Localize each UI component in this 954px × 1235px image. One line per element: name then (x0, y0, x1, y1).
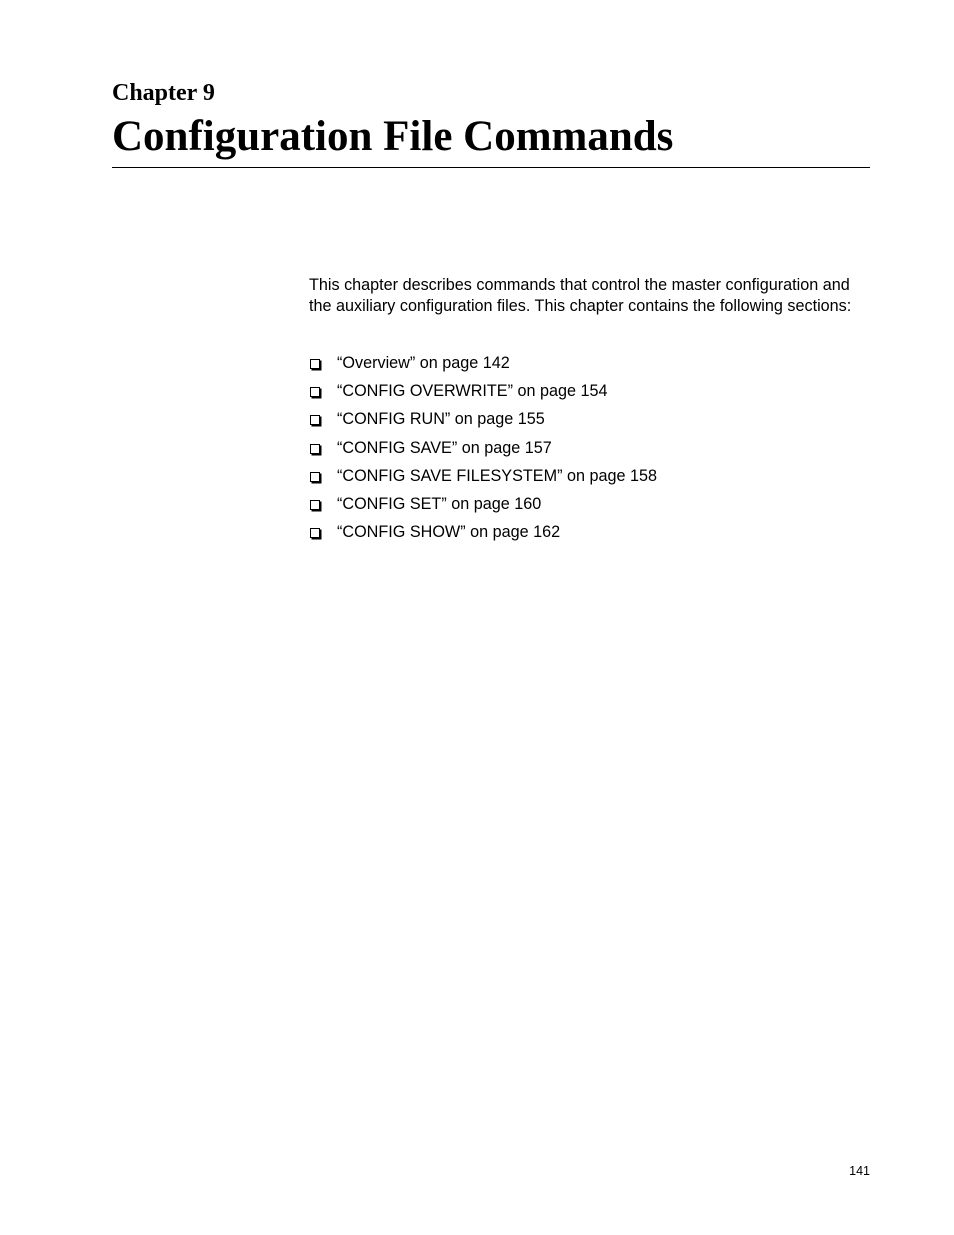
page-number: 141 (849, 1164, 870, 1178)
chapter-title: Configuration File Commands (112, 113, 674, 160)
section-link[interactable]: “CONFIG OVERWRITE” on page 154 (337, 382, 608, 401)
section-link[interactable]: “CONFIG SAVE” on page 157 (337, 438, 552, 457)
checkbox-bullet-icon (310, 415, 320, 425)
checkbox-bullet-icon (310, 359, 320, 369)
list-item[interactable] (309, 408, 869, 436)
list-item[interactable] (309, 493, 869, 521)
checkbox-bullet-icon (310, 444, 320, 454)
checkbox-bullet-icon (310, 472, 320, 482)
list-item[interactable] (309, 465, 869, 493)
title-divider (112, 167, 870, 168)
list-item[interactable] (309, 352, 869, 380)
list-item[interactable] (309, 380, 869, 408)
chapter-label: Chapter 9 (112, 80, 215, 106)
section-link[interactable]: “CONFIG RUN” on page 155 (337, 410, 545, 429)
checkbox-bullet-icon (310, 500, 320, 510)
section-list (309, 352, 869, 549)
intro-paragraph: This chapter describes commands that control the master configuration and the auxiliary configuration files. This chapter contains the following sections: (309, 276, 852, 315)
section-link[interactable]: “Overview” on page 142 (337, 354, 510, 372)
checkbox-bullet-icon (310, 387, 320, 397)
section-link[interactable]: “CONFIG SHOW” on page 162 (337, 523, 561, 542)
list-item[interactable] (309, 437, 869, 465)
section-link[interactable]: “CONFIG SAVE FILESYSTEM” on page 158 (337, 466, 657, 485)
checkbox-bullet-icon (310, 528, 320, 538)
section-link[interactable]: “CONFIG SET” on page 160 (337, 494, 542, 513)
list-item[interactable] (309, 521, 869, 549)
